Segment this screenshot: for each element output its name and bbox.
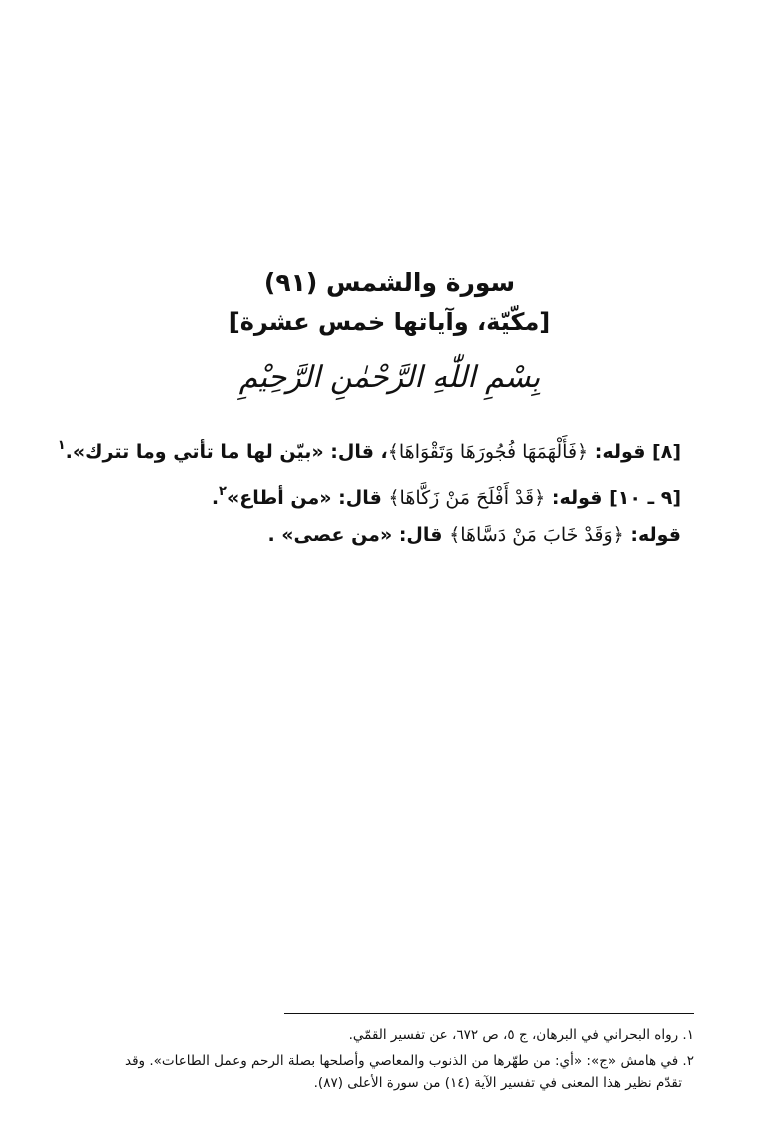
footnote-2-continuation: تقدّم نظير هذا المعنى في تفسير الآية (١٤) من سورة الأعلى (٨٧). [313, 1075, 682, 1091]
footnote-2-text: ٢. في هامش «ج»: «أي: من طهّرها من الذنوب والمعاصي وأصلحها بصلة الرحم وعمل الطاعات». وقد [124, 1053, 694, 1069]
verse-commentary: قال: «من عصى» . [267, 524, 450, 546]
quran-quote: ﴿قَدْ أَفْلَحَ مَنْ زَكَّاهَا﴾ [388, 487, 546, 509]
verse-prefix: [٨] قوله: [588, 441, 681, 463]
verse-line-9-10 [60, 484, 681, 509]
footnote-separator [284, 1013, 694, 1014]
footnote-2 [75, 1050, 694, 1094]
surah-subtitle: [مكّيّة، وآياتها خمس عشرة] [228, 308, 551, 336]
basmala-calligraphy: بِسْمِ اللّٰهِ الرَّحْمٰنِ الرَّحِيْمِ [238, 360, 541, 395]
verse-line-10 [60, 524, 681, 546]
footnote-1: ١. رواه البحراني في البرهان، ج ٥، ص ٦٧٢، عن تفسير القمّي. [348, 1027, 694, 1043]
verse-line-8 [57, 438, 681, 463]
surah-title: سورة والشمس (٩١) [263, 268, 516, 297]
verse-prefix: [٩ ـ ١٠] قوله: [545, 487, 681, 509]
verse-commentary: ، قال: «بيّن لها ما تأتي وما تترك». [65, 441, 388, 463]
footnote-mark[interactable]: ١ [57, 438, 66, 453]
verse-end: . [211, 487, 220, 509]
verse-prefix: قوله: [623, 524, 681, 546]
quran-quote: ﴿وَقَدْ خَابَ مَنْ دَسَّاهَا﴾ [449, 524, 624, 546]
verse-commentary: قال: «من أطاع» [226, 487, 389, 509]
footnote-mark[interactable]: ٢ [219, 484, 227, 499]
quran-quote: ﴿فَأَلْهَمَهَا فُجُورَهَا وَتَقْوَاهَا﴾ [387, 441, 589, 463]
